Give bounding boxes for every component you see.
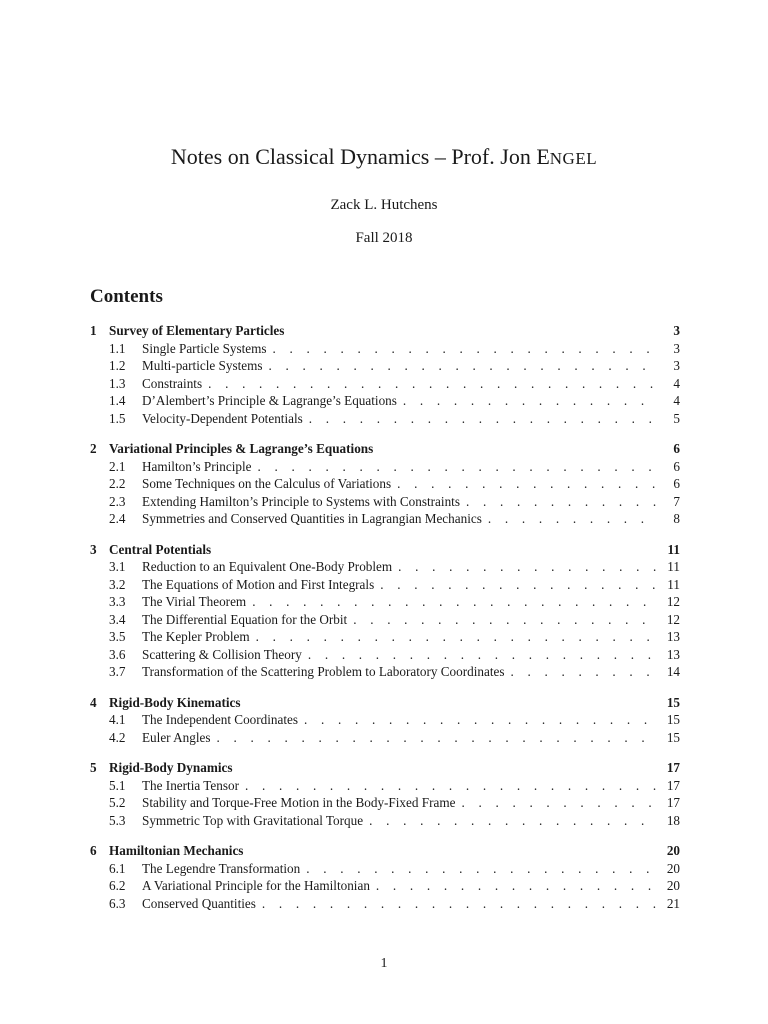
dot-leader xyxy=(269,357,656,375)
subsection-title: Constraints xyxy=(142,375,203,391)
subsection-page: 20 xyxy=(666,878,680,893)
section-title: Central Potentials xyxy=(109,541,212,557)
subsection-title: Transformation of the Scattering Problem to Laboratory Coordinates xyxy=(142,664,505,679)
subsection-number: 6.1 xyxy=(109,860,126,876)
toc-section xyxy=(90,440,680,528)
dot-leader xyxy=(398,558,656,576)
toc-section-entry[interactable] xyxy=(90,322,680,340)
toc-subsection-entry[interactable] xyxy=(90,860,680,878)
subsection-page: 11 xyxy=(667,559,680,574)
dot-leader xyxy=(308,646,656,664)
subsection-page: 13 xyxy=(666,646,680,662)
dot-leader xyxy=(466,493,656,511)
toc-subsection-entry[interactable] xyxy=(90,729,680,747)
toc-section-entry[interactable] xyxy=(90,842,680,860)
table-of-contents xyxy=(90,322,680,925)
toc-subsection-entry[interactable] xyxy=(90,357,680,375)
section-title: Variational Principles & Lagrange’s Equations xyxy=(109,441,374,456)
toc-subsection-entry[interactable] xyxy=(90,663,680,681)
dot-leader xyxy=(353,611,656,629)
toc-subsection-entry[interactable] xyxy=(90,493,680,511)
toc-subsection-entry[interactable] xyxy=(90,340,680,358)
subsection-title: Scattering & Collision Theory xyxy=(142,646,302,662)
dot-leader xyxy=(304,711,656,729)
subsection-page: 20 xyxy=(666,860,680,876)
dot-leader xyxy=(461,794,656,812)
subsection-page: 21 xyxy=(666,895,680,911)
subsection-number: 3.6 xyxy=(109,646,126,662)
toc-section xyxy=(90,759,680,829)
dot-leader xyxy=(245,777,656,795)
section-number: 3 xyxy=(90,541,97,557)
toc-section-entry[interactable] xyxy=(90,759,680,777)
dot-leader xyxy=(256,628,656,646)
toc-subsection-entry[interactable] xyxy=(90,895,680,913)
toc-subsection-entry[interactable] xyxy=(90,794,680,812)
subsection-number: 5.2 xyxy=(109,795,126,810)
toc-subsection-entry[interactable] xyxy=(90,576,680,594)
section-title: Rigid-Body Dynamics xyxy=(109,760,233,775)
dot-leader xyxy=(217,729,657,747)
toc-subsection-entry[interactable] xyxy=(90,812,680,830)
subsection-number: 4.2 xyxy=(109,729,126,745)
subsection-title: Symmetries and Conserved Quantities in Lagrangian Mechanics xyxy=(142,511,482,526)
toc-subsection-entry[interactable] xyxy=(90,375,680,393)
subsection-title: The Virial Theorem xyxy=(142,594,247,609)
subsection-page: 12 xyxy=(666,611,680,627)
subsection-title: D’Alembert’s Principle & Lagrange’s Equations xyxy=(142,393,397,408)
subsection-number: 1.2 xyxy=(109,358,126,373)
subsection-title: The Kepler Problem xyxy=(142,629,250,644)
subsection-title: The Legendre Transformation xyxy=(142,860,301,876)
subsection-title: The Independent Coordinates xyxy=(142,712,299,727)
subsection-title: Euler Angles xyxy=(142,729,211,745)
section-page: 20 xyxy=(666,843,680,858)
subsection-number: 2.4 xyxy=(109,511,126,526)
toc-subsection-entry[interactable] xyxy=(90,646,680,664)
section-number: 5 xyxy=(90,760,97,775)
toc-subsection-entry[interactable] xyxy=(90,410,680,428)
subsection-page: 17 xyxy=(666,795,680,810)
subsection-page: 3 xyxy=(673,340,680,356)
toc-section xyxy=(90,842,680,912)
section-page: 6 xyxy=(673,441,680,456)
subsection-number: 3.4 xyxy=(109,611,126,627)
toc-section xyxy=(90,541,680,681)
subsection-page: 11 xyxy=(667,576,680,592)
toc-subsection-entry[interactable] xyxy=(90,711,680,729)
dot-leader xyxy=(376,877,656,895)
dot-leader xyxy=(252,593,656,611)
toc-subsection-entry[interactable] xyxy=(90,628,680,646)
toc-subsection-entry[interactable] xyxy=(90,392,680,410)
subsection-page: 6 xyxy=(673,458,680,474)
subsection-title: Some Techniques on the Calculus of Variations xyxy=(142,476,392,491)
dot-leader xyxy=(258,458,656,476)
subsection-page: 6 xyxy=(673,476,680,491)
subsection-number: 5.3 xyxy=(109,812,126,828)
subsection-page: 14 xyxy=(666,664,680,679)
subsection-number: 3.2 xyxy=(109,576,126,592)
subsection-page: 5 xyxy=(673,410,680,426)
subsection-number: 3.3 xyxy=(109,594,126,609)
subsection-number: 4.1 xyxy=(109,712,126,727)
dot-leader xyxy=(208,375,656,393)
subsection-number: 6.3 xyxy=(109,895,126,911)
section-page: 3 xyxy=(673,323,680,338)
subsection-number: 3.1 xyxy=(109,559,126,574)
section-page: 11 xyxy=(667,541,680,557)
section-number: 1 xyxy=(90,323,97,338)
toc-section-entry[interactable] xyxy=(90,694,680,712)
subsection-page: 3 xyxy=(673,358,680,373)
toc-subsection-entry[interactable] xyxy=(90,593,680,611)
author-name: Zack L. Hutchens xyxy=(330,197,438,213)
dot-leader xyxy=(380,576,656,594)
subsection-title: The Equations of Motion and First Integrals xyxy=(142,576,375,592)
toc-subsection-entry[interactable] xyxy=(90,777,680,795)
title-text: Notes on Classical Dynamics – Prof. Jon xyxy=(170,144,537,169)
subsection-number: 6.2 xyxy=(109,878,126,893)
subsection-number: 1.3 xyxy=(109,375,126,391)
toc-section-entry[interactable] xyxy=(90,440,680,458)
subsection-page: 4 xyxy=(673,393,680,408)
toc-subsection-entry[interactable] xyxy=(90,458,680,476)
toc-section-entry[interactable] xyxy=(90,541,680,559)
dot-leader xyxy=(262,895,656,913)
subsection-page: 18 xyxy=(666,812,680,828)
dot-leader xyxy=(369,812,656,830)
contents-heading: Contents xyxy=(90,286,163,307)
subsection-title: The Differential Equation for the Orbit xyxy=(142,611,348,627)
subsection-title: Hamilton’s Principle xyxy=(142,458,252,474)
section-page: 15 xyxy=(666,694,680,710)
toc-subsection-entry[interactable] xyxy=(90,877,680,895)
subsection-number: 3.7 xyxy=(109,664,126,679)
toc-section xyxy=(90,694,680,747)
section-page: 17 xyxy=(666,760,680,775)
title-smallcaps-rest: NGEL xyxy=(549,149,598,168)
subsection-title: Extending Hamilton’s Principle to Systems with Constraints xyxy=(142,493,460,509)
subsection-title: A Variational Principle for the Hamiltonian xyxy=(142,878,370,893)
dot-leader xyxy=(306,860,656,878)
subsection-page: 15 xyxy=(666,712,680,727)
subsection-title: The Inertia Tensor xyxy=(142,777,239,793)
subsection-title: Symmetric Top with Gravitational Torque xyxy=(142,812,364,828)
toc-subsection-entry[interactable] xyxy=(90,558,680,576)
dot-leader xyxy=(273,340,656,358)
page-number: 1 xyxy=(380,956,388,971)
subsection-number: 5.1 xyxy=(109,777,126,793)
toc-subsection-entry[interactable] xyxy=(90,475,680,493)
dot-leader xyxy=(488,510,656,528)
subsection-number: 3.5 xyxy=(109,629,126,644)
section-number: 2 xyxy=(90,441,97,456)
subsection-title: Velocity-Dependent Potentials xyxy=(142,410,303,426)
subsection-number: 2.3 xyxy=(109,493,126,509)
dot-leader xyxy=(309,410,656,428)
subsection-title: Single Particle Systems xyxy=(142,340,267,356)
section-number: 6 xyxy=(90,843,97,858)
title-smallcaps-initial: E xyxy=(536,144,550,169)
subsection-number: 1.1 xyxy=(109,340,126,356)
subsection-page: 17 xyxy=(666,777,680,793)
section-title: Survey of Elementary Particles xyxy=(109,323,285,338)
toc-subsection-entry[interactable] xyxy=(90,510,680,528)
subsection-title: Conserved Quantities xyxy=(142,895,256,911)
section-title: Hamiltonian Mechanics xyxy=(109,843,244,858)
document-date: Fall 2018 xyxy=(355,230,413,246)
subsection-title: Stability and Torque-Free Motion in the Body-Fixed Frame xyxy=(142,795,456,810)
subsection-title: Reduction to an Equivalent One-Body Problem xyxy=(142,559,393,574)
subsection-number: 1.4 xyxy=(109,393,126,408)
subsection-number: 2.2 xyxy=(109,476,126,491)
subsection-page: 7 xyxy=(673,493,680,509)
subsection-page: 4 xyxy=(673,375,680,391)
document-title xyxy=(0,142,768,174)
subsection-number: 1.5 xyxy=(109,410,126,426)
toc-subsection-entry[interactable] xyxy=(90,611,680,629)
subsection-page: 8 xyxy=(673,511,680,526)
subsection-title: Multi-particle Systems xyxy=(142,358,263,373)
subsection-page: 12 xyxy=(666,594,680,609)
dot-leader xyxy=(510,663,656,681)
section-number: 4 xyxy=(90,694,97,710)
toc-section xyxy=(90,322,680,427)
dot-leader xyxy=(397,475,656,493)
subsection-page: 13 xyxy=(666,629,680,644)
section-title: Rigid-Body Kinematics xyxy=(109,694,241,710)
subsection-page: 15 xyxy=(666,729,680,745)
dot-leader xyxy=(403,392,656,410)
subsection-number: 2.1 xyxy=(109,458,126,474)
